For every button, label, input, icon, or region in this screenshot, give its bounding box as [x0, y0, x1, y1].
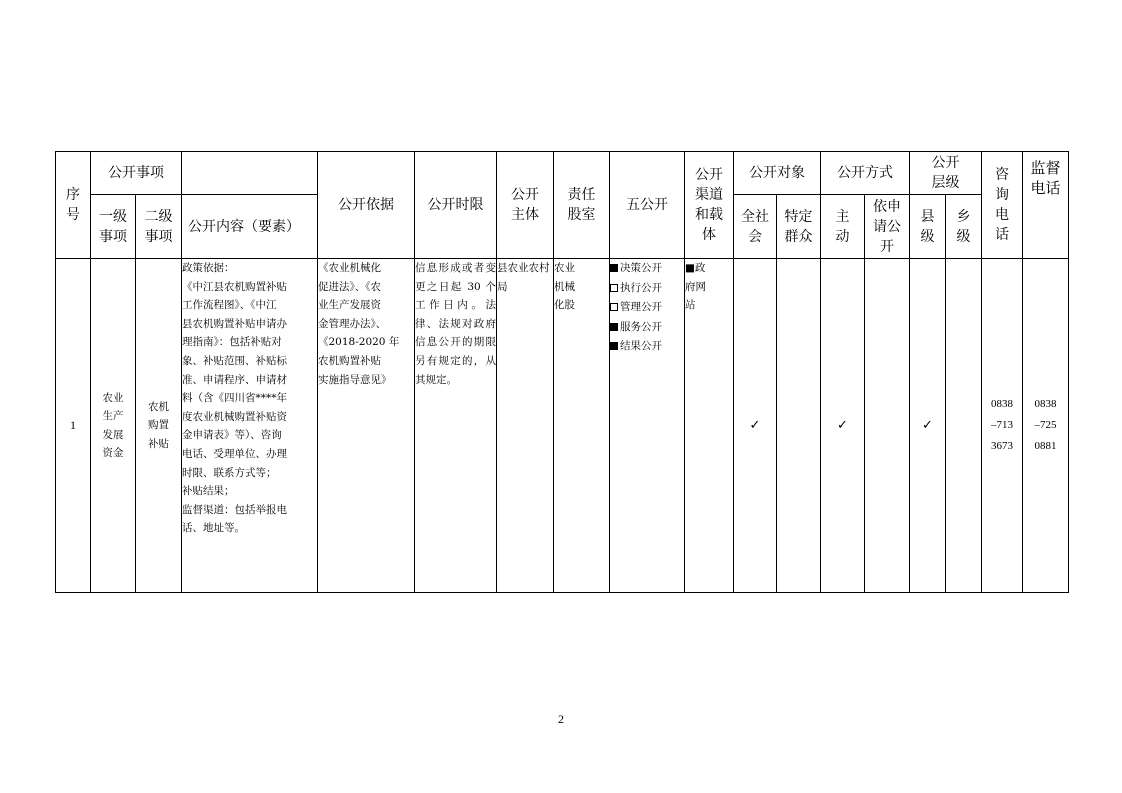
header-seq: 序 号 — [56, 152, 91, 259]
row-audience-specific — [777, 259, 821, 593]
header-method-request: 依申 请公 开 — [865, 195, 910, 259]
header-five-public: 五公开 — [610, 152, 685, 259]
header-method-active: 主 动 — [821, 195, 865, 259]
five-public-item — [610, 318, 684, 338]
header-level2: 二级 事项 — [136, 195, 182, 259]
checked-box-icon — [610, 342, 618, 350]
row-level-county-check: ✓ — [910, 259, 946, 593]
row-channel: ■政 府网 站 — [685, 259, 734, 593]
five-public-label: 决策公开 — [620, 262, 662, 274]
header-matters: 公开事项 — [91, 152, 182, 195]
header-channel: 公开 渠道 和载 体 — [685, 152, 734, 259]
five-public-label: 管理公开 — [620, 301, 662, 313]
row-subject: 县农业农村局 — [497, 259, 554, 593]
row-content: 政策依据： 《中江县农机购置补贴 工作流程图》、《中江 县农机购置补贴申请办 理指南》：包括补贴对 象、补贴范围、补贴标 准、申请程序、申请材 料（含《四川省****年 度农业机械购置补贴资 金申请表》等）、咨询 电话、受理单位、办理 时限、联系方式等； 补贴结果； 监督渠道：包括举报电 话、地址等。 — [182, 259, 318, 593]
unchecked-box-icon — [610, 284, 618, 292]
five-public-item — [610, 259, 684, 279]
header-subject: 公开 主体 — [497, 152, 554, 259]
five-public-item — [610, 279, 684, 299]
row-supervise-phone: 0838 –725 0881 — [1023, 259, 1069, 593]
table-row — [56, 259, 1069, 593]
header-office: 责任 股室 — [554, 152, 610, 259]
checked-box-icon — [610, 264, 618, 272]
row-audience-all-check: ✓ — [734, 259, 777, 593]
row-time-limit: 信息形成或者变更之日起 30 个工作日内。法律、法规对政府信息公开的期限另有规定的，从其规定。 — [415, 259, 497, 593]
header-level-township: 乡 级 — [946, 195, 982, 259]
checked-box-icon — [610, 323, 618, 331]
row-method-active-check: ✓ — [821, 259, 865, 593]
header-consult-phone: 咨 询 电 话 — [982, 152, 1023, 259]
header-basis: 公开依据 — [318, 152, 415, 259]
five-public-label: 服务公开 — [620, 320, 662, 333]
header-time-limit: 公开时限 — [415, 152, 497, 259]
five-public-item — [610, 298, 684, 318]
five-public-label: 执行公开 — [620, 281, 662, 294]
unchecked-box-icon — [610, 303, 618, 311]
page-number: 2 — [558, 712, 564, 726]
row-level-township — [946, 259, 982, 593]
five-public-label: 结果公开 — [620, 340, 662, 352]
row-basis: 《农业机械化 促进法》、《农 业生产发展资 金管理办法》、 《2018-2020 年 农机购置补贴 实施指导意见》 — [318, 259, 415, 593]
header-content-top — [182, 152, 318, 195]
row-office: 农业 机械 化股 — [554, 259, 610, 593]
row-level2: 农机 购置 补贴 — [136, 259, 182, 593]
header-level1: 一级 事项 — [91, 195, 136, 259]
header-audience-specific: 特定 群众 — [777, 195, 821, 259]
header-supervise-phone: 监督 电话 — [1023, 152, 1069, 259]
header-row-1 — [56, 152, 1069, 195]
disclosure-table — [55, 151, 1069, 593]
header-method: 公开方式 — [821, 152, 910, 195]
header-content: 公开内容（要素） — [182, 195, 318, 259]
row-seq: 1 — [56, 259, 91, 593]
row-level1: 农业 生产 发展 资金 — [91, 259, 136, 593]
header-audience-all: 全社 会 — [734, 195, 777, 259]
row-five-public — [610, 259, 685, 593]
header-audience: 公开对象 — [734, 152, 821, 195]
header-level-county: 县 级 — [910, 195, 946, 259]
row-consult-phone: 0838 –713 3673 — [982, 259, 1023, 593]
five-public-item — [610, 337, 684, 357]
header-level: 公开 层级 — [910, 152, 982, 195]
row-method-request — [865, 259, 910, 593]
